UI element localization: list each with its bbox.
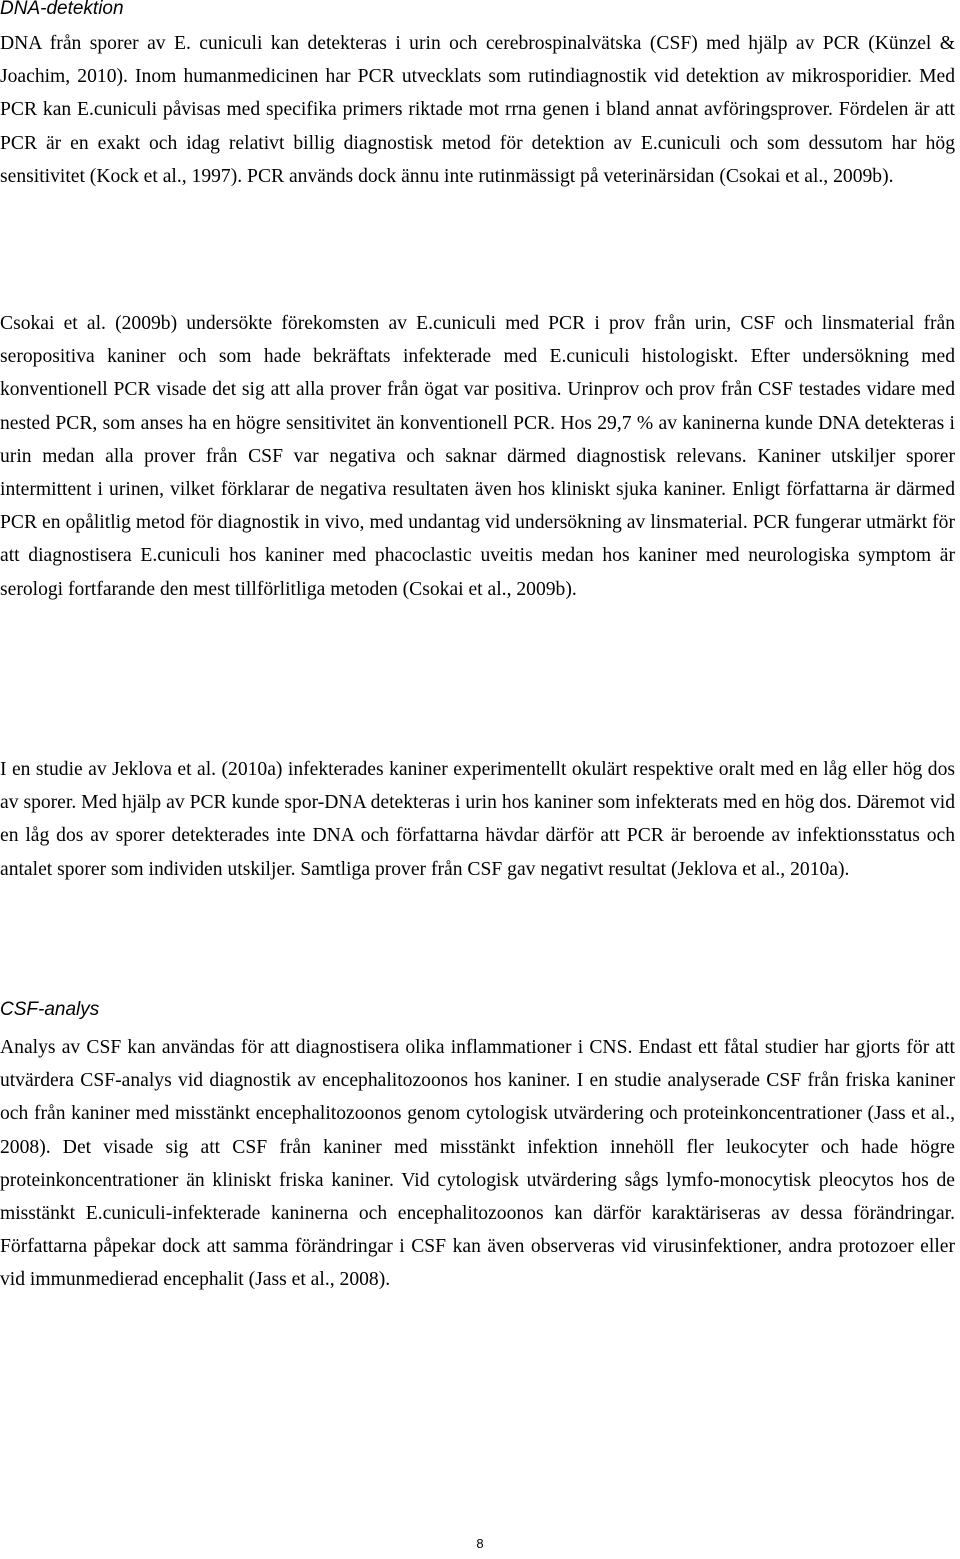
paragraph-csf-analysis: Analys av CSF kan användas för att diagnostisera olika inflammationer i CNS. Endast ett fåtal studier har gjorts för att utvärdera CSF-analys vid diagnostik av encephalitozoonos hos kaniner. I en studie analyserade CSF från friska kaniner och från kaniner med misstänkt encephalitozoonos genom cytologisk utvärdering och proteinkoncentrationer (Jass et al., 2008). Det visade sig att CSF från kaniner med misstänkt infektion innehöll fler leukocyter och hade högre proteinkoncentrationer än kliniskt friska kaniner. Vid cytologisk utvärdering sågs lymfo-monocytisk pleocytos hos de misstänkt E.cuniculi-infekterade kaninerna och encephalitozoonos kan därför karaktäriseras av dessa förändringar. Författarna påpekar dock att samma förändringar i CSF kan även observeras vid virusinfektioner, andra protozoer eller vid immunmedierad encephalit (Jass et al., 2008). (0, 1037, 955, 1291)
section-heading-dna-detektion: DNA-detektion (0, 0, 124, 19)
paragraph-dna-detection-intro: DNA från sporer av E. cuniculi kan detekteras i urin och cerebrospinalvätska (CSF) med hjälp av PCR (Künzel & Joachim, 2010). Inom humanmedicinen har PCR utvecklats som rutindiagnostik vid detektion av mikrosporidier. Med PCR kan E.cuniculi påvisas med specifika primers riktade mot rrna genen i bland annat avföringsprover. Fördelen är att PCR är en exakt och idag relativt billig diagnostisk metod för detektion av E.cuniculi och som dessutom har hög sensitivitet (Kock et al., 1997). PCR används dock ännu inte rutinmässigt på veterinärsidan (Csokai et al., 2009b). (0, 33, 955, 187)
paragraph-csokai-study: Csokai et al. (2009b) undersökte förekomsten av E.cuniculi med PCR i prov från urin, CSF och linsmaterial från seropositiva kaniner och som hade bekräftats infekterade med E.cuniculi histologiskt. Efter undersökning med konventionell PCR visade det sig att alla prover från ögat var positiva. Urinprov och prov från CSF testades vidare med nested PCR, som anses ha en högre sensitivitet än konventionell PCR. Hos 29,7 % av kaninerna kunde DNA detekteras i urin medan alla prover från CSF var negativa och saknar därmed diagnostisk relevans. Kaniner utskiljer sporer intermittent i urinen, vilket förklarar de negativa resultaten även hos kliniskt sjuka kaniner. Enligt författarna är därmed PCR en opålitlig metod för diagnostik in vivo, med undantag vid undersökning av linsmaterial. PCR fungerar utmärkt för att diagnostisera E.cuniculi hos kaniner med phacoclastic uveitis medan hos kaniner med neurologiska symptom är serologi fortfarande den mest tillförlitliga metoden (Csokai et al., 2009b). (0, 313, 955, 600)
page-number: 8 (476, 1536, 484, 1551)
section-heading-csf-analys: CSF-analys (0, 999, 100, 1020)
paragraph-jeklova-study: I en studie av Jeklova et al. (2010a) infekterades kaniner experimentellt okulärt respektive oralt med en låg eller hög dos av sporer. Med hjälp av PCR kunde spor-DNA detekteras i urin hos kaniner som infekterats med en hög dos. Däremot vid en låg dos av sporer detekterades inte DNA och författarna hävdar därför att PCR är beroende av infektionsstatus och antalet sporer som individen utskiljer. Samtliga prover från CSF gav negativt resultat (Jeklova et al., 2010a). (0, 759, 955, 880)
